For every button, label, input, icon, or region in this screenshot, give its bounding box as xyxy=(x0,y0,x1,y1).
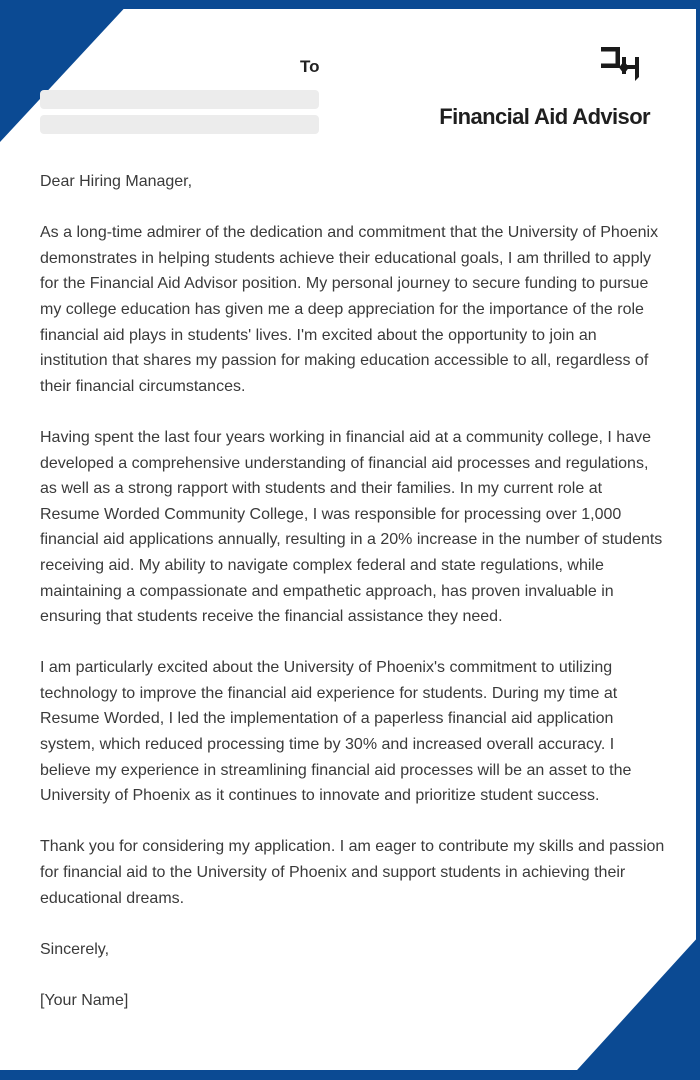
paragraph: I am particularly excited about the University of Phoenix's commitment to utilizing technology to improve the financial aid experience for students. During my time at Resume Worded, I led the implementation of a paperless financial aid application system, which reduced processing time by 30% and increased overall accuracy. I believe my experience in streamlining financial aid processes will be an asset to the University of Phoenix as it continues to innovate and prioritize student success. xyxy=(40,659,632,805)
closing: Sincerely, xyxy=(40,940,110,958)
letter-body xyxy=(40,169,666,1039)
paragraph: Having spent the last four years working in financial aid at a community college, I have developed a comprehensive understanding of financial aid processes and regulations, as well as a strong rapport with students and their families. In my current role at Resume Worded Community College, I was responsible for processing over 1,000 financial aid applications annually, resulting in a 20% increase in the number of students receiving aid. My ability to navigate complex federal and state regulations, while maintaining a compassionate and empathetic approach, has proven invaluable in ensuring that students receive the financial assistance they need. xyxy=(40,428,663,626)
recipient-label: To xyxy=(300,57,320,76)
signature: [Your Name] xyxy=(40,992,129,1009)
right-border xyxy=(696,0,700,1080)
recipient-address-placeholder-line xyxy=(40,90,319,109)
salutation: Dear Hiring Manager, xyxy=(40,173,193,190)
paragraph: Thank you for considering my application. I am eager to contribute my skills and passion for financial aid to the University of Phoenix and support students in achieving their educational dreams. xyxy=(40,838,665,907)
recipient-address-placeholder-line xyxy=(40,115,319,134)
resume-worded-logo-icon xyxy=(598,44,646,84)
job-title: Financial Aid Advisor xyxy=(439,104,650,129)
paragraph: As a long-time admirer of the dedication and commitment that the University of Phoenix demonstrates in helping students achieve their educational goals, I am thrilled to apply for the Financial Aid Advisor position. My personal journey to secure funding to pursue my college education has given me a deep appreciation for the importance of the role financial aid plays in students' lives. I'm excited about the opportunity to join an institution that shares my passion for making education accessible to all, regardless of their financial circumstances. xyxy=(40,224,659,395)
